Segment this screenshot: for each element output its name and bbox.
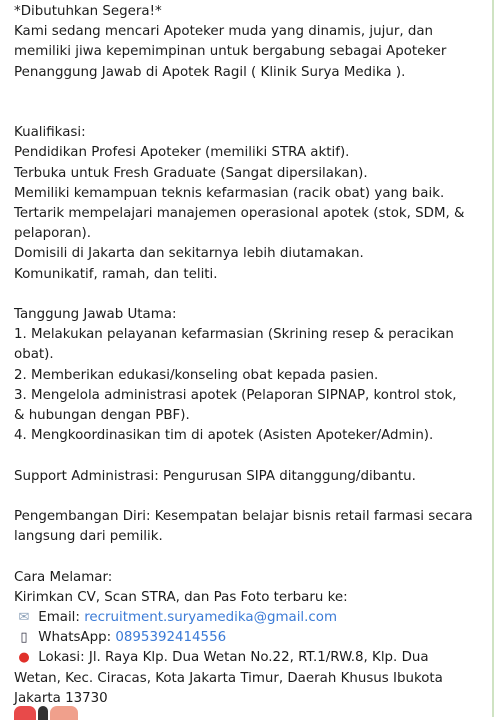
qualifications-title: Kualifikasi: xyxy=(14,125,86,141)
location-line: Wetan, Kec. Ciracas, Kota Jakarta Timur, Daerah Khusus Ibukota xyxy=(14,670,443,686)
intro-line: Kami sedang mencari Apoteker muda yang dinamis, jujur, dan xyxy=(14,24,434,40)
email-link[interactable]: recruitment.suryamedika@gmail.com xyxy=(84,610,338,626)
whatsapp-link[interactable]: 0895392414556 xyxy=(115,630,227,646)
message-heading: *Dibutuhkan Segera!* xyxy=(14,4,162,19)
spacer xyxy=(14,285,482,305)
development-line: Pengembangan Diri: Kesempatan belajar bisnis retail farmasi secara xyxy=(14,509,473,525)
apply-title: Cara Melamar: xyxy=(14,569,113,585)
qualification-line: Terbuka untuk Fresh Graduate (Sangat dipersilakan). xyxy=(14,165,368,181)
mobile-phone-icon: ▯ xyxy=(20,630,28,646)
reaction-icon[interactable] xyxy=(38,706,48,720)
whatsapp-row xyxy=(14,628,482,648)
reaction-icon[interactable] xyxy=(50,706,78,720)
responsibility-line: 2. Memberikan edukasi/konseling obat kepada pasien. xyxy=(14,367,379,383)
spacer xyxy=(14,487,482,507)
email-label: Email: xyxy=(34,610,85,626)
heart-reaction-icon[interactable] xyxy=(14,706,36,720)
qualification-line: Domisili di Jakarta dan sekitarnya lebih diutamakan. xyxy=(14,246,364,262)
spacer xyxy=(14,547,482,567)
envelope-icon: ✉ xyxy=(18,610,30,626)
intro-line: Penanggung Jawab di Apotek Ragil ( Klinik Surya Medika ). xyxy=(14,64,406,80)
location-line: Lokasi: Jl. Raya Klp. Dua Wetan No.22, RT.1/RW.8, Klp. Dua xyxy=(34,650,429,666)
qualification-line: Memiliki kemampuan teknis kefarmasian (racik obat) yang baik. xyxy=(14,185,445,201)
responsibility-line: 3. Mengelola administrasi apotek (Pelaporan SIPNAP, kontrol stok, xyxy=(14,387,457,403)
reaction-bar xyxy=(14,706,78,720)
qualification-line: Komunikatif, ramah, dan teliti. xyxy=(14,266,218,282)
responsibility-line: & hubungan dengan PBF). xyxy=(14,408,190,424)
apply-instruction: Kirimkan CV, Scan STRA, dan Pas Foto terbaru ke: xyxy=(14,589,348,605)
whatsapp-label: WhatsApp: xyxy=(34,630,116,646)
development-line: langsung dari pemilik. xyxy=(14,529,163,545)
support-line: Support Administrasi: Pengurusan SIPA ditanggung/dibantu. xyxy=(14,468,416,484)
email-row xyxy=(14,608,482,628)
location-line: Jakarta 13730 xyxy=(14,690,108,706)
spacer xyxy=(14,83,482,123)
qualification-line: Tertarik mempelajari manajemen operasional apotek (stok, SDM, & xyxy=(14,206,465,222)
qualification-line: pelaporan). xyxy=(14,226,92,242)
responsibilities-title: Tanggung Jawab Utama: xyxy=(14,307,177,323)
qualification-line: Pendidikan Profesi Apoteker (memiliki STRA aktif). xyxy=(14,145,350,161)
responsibility-line: 4. Mengkoordinasikan tim di apotek (Asisten Apoteker/Admin). xyxy=(14,428,434,444)
intro-line: memiliki jiwa kepemimpinan untuk bergabung sebagai Apoteker xyxy=(14,44,447,60)
spacer xyxy=(14,446,482,466)
map-pin-icon: ● xyxy=(18,650,30,666)
location-row xyxy=(14,648,482,668)
responsibility-line: obat). xyxy=(14,347,54,363)
responsibility-line: 1. Melakukan pelayanan kefarmasian (Skrining resep & peracikan xyxy=(14,327,454,343)
